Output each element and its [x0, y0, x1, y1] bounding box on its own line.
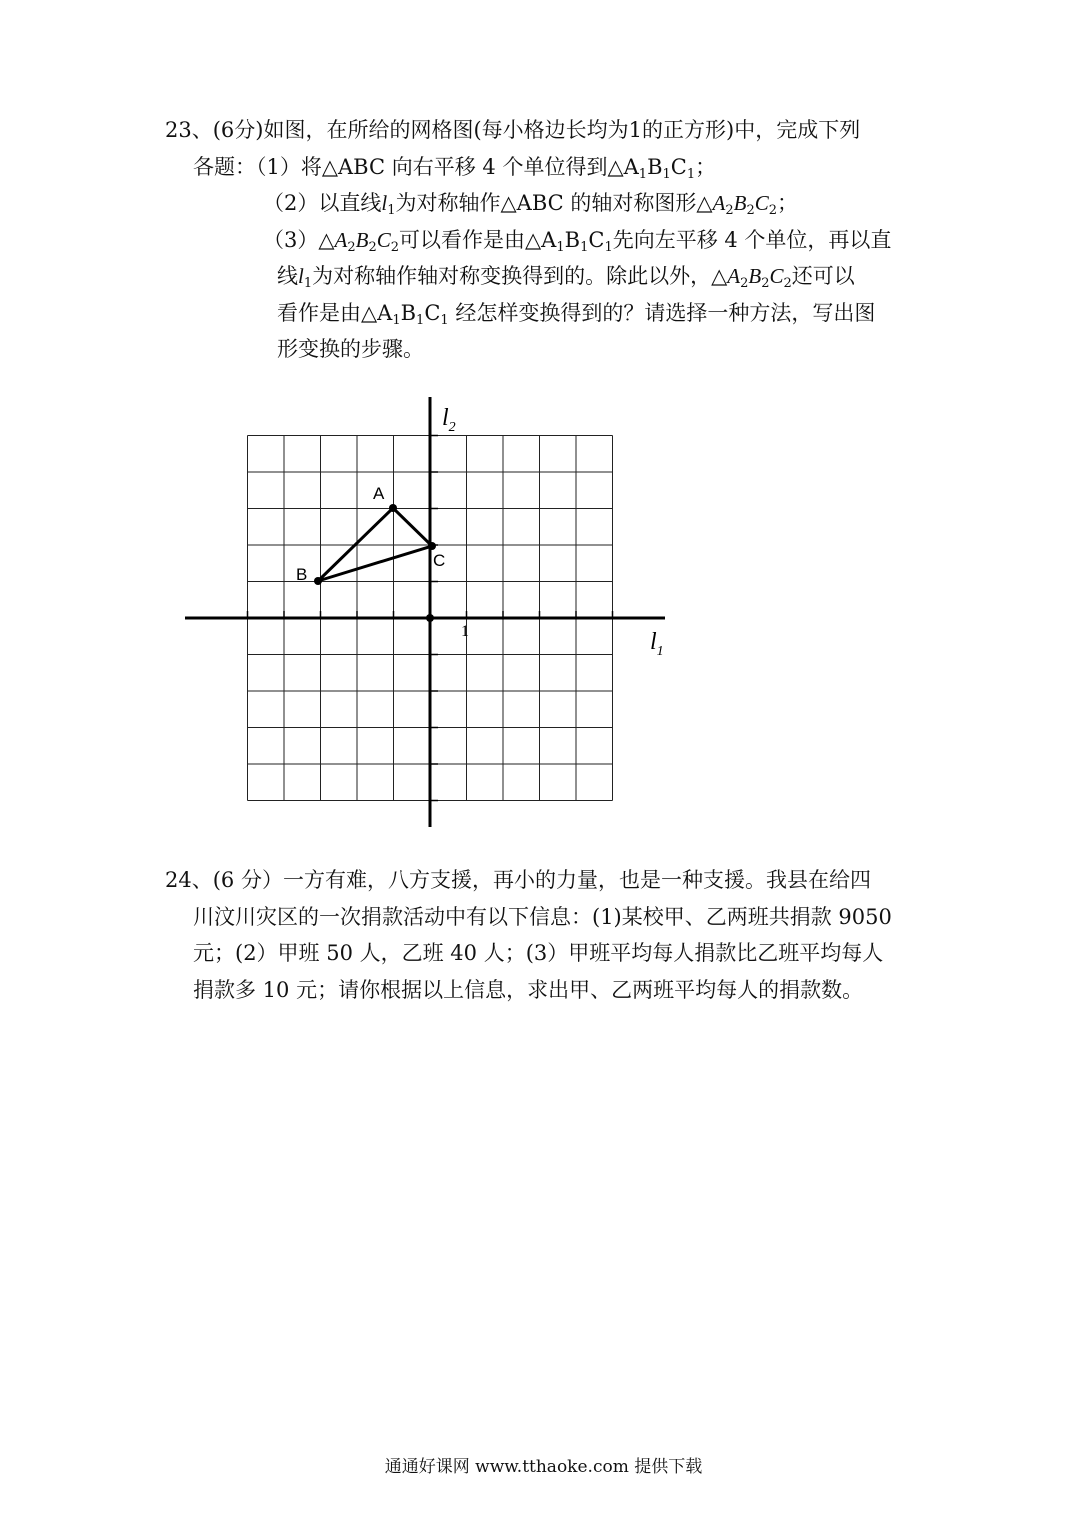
- point-a: [389, 504, 397, 512]
- q23-part-3: $(3)\triangle A_2B_2C_2$可以看作是由$\triangle A_1B_1C_1$先向左平移 4 个单位，再以直: [263, 227, 892, 255]
- point-c: [428, 542, 436, 550]
- q23-part-2: （2）以直线$l_1$为对称轴作△ABC 的轴对称图形$\triangle A_2B_2C_2$；: [263, 191, 799, 218]
- label-b: B: [296, 565, 308, 584]
- grid-figure: [180, 395, 680, 835]
- q24-line-3: 元；(2）甲班 50 人，乙班 40 人；(3）甲班平均每人捐款比乙班平均每人: [193, 941, 884, 965]
- q23-part-1: 各题：（1）将△ABC 向右平移 4 个单位得到$\triangle A_1B_1C_1$；: [193, 154, 717, 182]
- label-unit-one: 1: [461, 623, 469, 640]
- label-c: C: [433, 551, 446, 570]
- q23-part-3-cont-3: 形变换的步骤。: [277, 337, 424, 361]
- origin-point: [426, 614, 434, 622]
- q24-line-4: 捐款多 10 元；请你根据以上信息，求出甲、乙两班平均每人的捐款数。: [193, 977, 864, 1002]
- q24-line-2: 川汶川灾区的一次捐款活动中有以下信息：(1)某校甲、乙两班共捐款 9050: [193, 904, 892, 929]
- label-a: A: [373, 484, 385, 503]
- footer-credit: 通通好课网 www.tthaoke.com 提供下载: [384, 1457, 703, 1477]
- point-b: [314, 577, 322, 585]
- axes: [185, 397, 665, 827]
- q23-part-3-cont-1: 线$l_1$为对称轴作轴对称变换得到的。除此以外，$\triangle A_2B_2C_2$还可以: [277, 264, 855, 291]
- label-l1: $l_1$: [650, 629, 664, 659]
- q23-part-3-cont-2: 看作是由$\triangle A_1B_1C_1$ 经怎样变换得到的？请选择一种方法，写出图: [277, 300, 876, 328]
- question-24: [165, 862, 995, 1008]
- q24-line-1: 24、(6 分）一方有难，八方支援，再小的力量，也是一种支援。我县在给四: [165, 868, 871, 892]
- question-23: [165, 112, 995, 368]
- q23-line-1: 23、(6分)如图，在所给的网格图(每小格边长均为1的正方形)中，完成下列: [165, 118, 861, 142]
- label-l2: $l_2$: [442, 405, 456, 435]
